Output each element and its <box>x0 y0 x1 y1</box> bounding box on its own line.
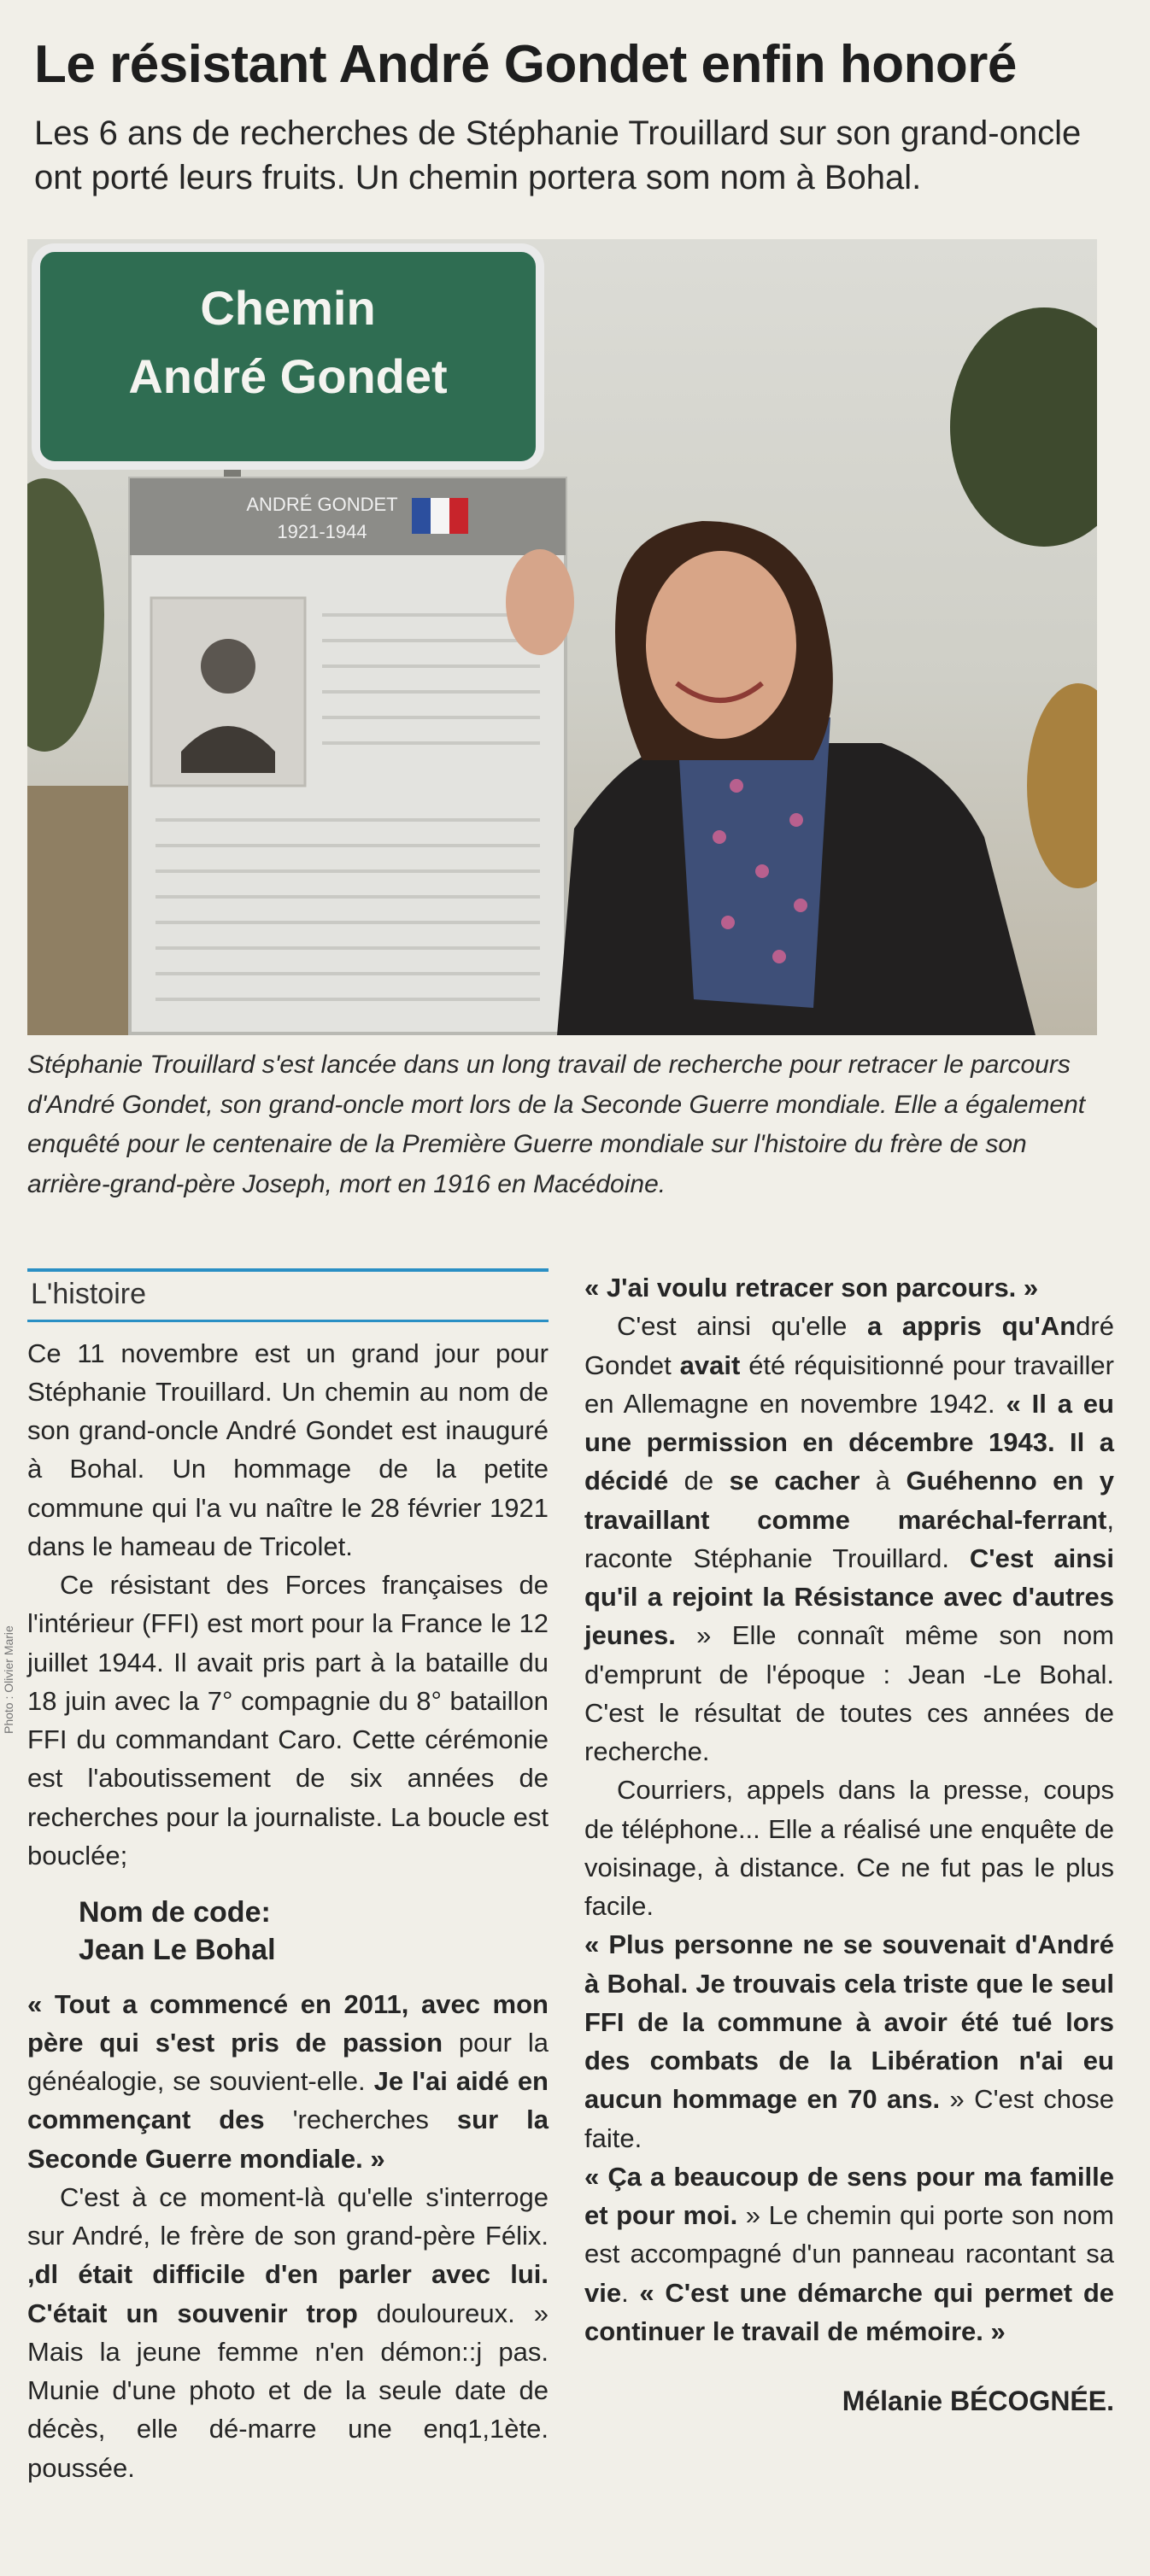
p8-d: . <box>621 2277 640 2308</box>
article-photo <box>27 239 1097 1035</box>
p5-k: , raconte Stéphanie Trouillard. <box>584 1504 1114 1573</box>
p5-e: été réquisitionné pour travailler en Allemagne en novembre 1942. <box>584 1349 1114 1419</box>
sign-line1: Chemin <box>200 281 376 335</box>
quote-text-2: 'recherches <box>264 2105 457 2135</box>
subheading-line1: Nom de code: <box>79 1896 271 1929</box>
p8-b: » Le chemin qui porte son nom est accompagné d'un panneau racontant sa <box>584 2200 1114 2269</box>
p7-b: » C'est chose faite. <box>584 2084 1114 2153</box>
p4-text-a: C'est à ce moment-là qu'elle s'interroge sur André, le frère de son grand-père Félix. <box>27 2181 549 2251</box>
headline: Le résistant André Gondet enfin honoré <box>34 35 1017 94</box>
author-signature: Mélanie BÉCOGNÉE. <box>842 2386 1114 2416</box>
rubric-box <box>27 1268 549 1322</box>
quote-bold-2: Je l'ai aidé en commençant des <box>27 2066 549 2135</box>
plaque-name: ANDRÉ GONDET <box>246 494 398 515</box>
subheading <box>79 1894 549 1969</box>
p4-text-c: douloureux. » Mais la jeune femme n'en démon::j pas. Munie d'une photo et de la seule date de décès, elle dé-marre une enq1,1ète. poussée. <box>27 2298 549 2483</box>
paragraph-6: Courriers, appels dans la presse, coups de téléphone... Elle a réalisé une enquête de voisinage, à distance. Ce ne fut pas le plus facile. <box>584 1775 1114 1921</box>
paragraph-2: Ce résistant des Forces françaises de l'intérieur (FFI) est mort pour la France le 12 juillet 1944. Il avait pris part à la bataille du 18 juin avec la 7° compagnie du 8° bataillon FFI du commandant Caro. Cette cérémonie est l'aboutissement de six années de recherches pour la journaliste. La boucle est bouclée; <box>27 1570 549 1871</box>
p8-c: vie <box>584 2277 622 2308</box>
quote-text-1: pour la généalogie, se souvient-elle. <box>27 2027 549 2096</box>
p8-a: « Ça a beaucoup de sens pour ma famille et pour moi. <box>584 2161 1114 2230</box>
column-right <box>584 1268 1114 2421</box>
paragraph-8 <box>584 2157 1114 2351</box>
subheading-line2: Jean Le Bohal <box>79 1934 276 1967</box>
paragraph-7 <box>584 1925 1114 2157</box>
p4-bold-d: « J'ai voulu retracer son parcours. » <box>584 1273 1039 1303</box>
paragraph-4 <box>27 2178 549 2487</box>
plaque-dates: 1921-1944 <box>277 521 367 542</box>
p5-b: a appris qu'An <box>867 1311 1077 1342</box>
photo-credit: Photo : Olivier Marie <box>2 1625 15 1734</box>
paragraph-4-cont <box>584 1268 1114 1307</box>
sign-line2: André Gondet <box>128 349 448 403</box>
p5-j: Guéhenno en y travaillant comme maréchal-ferrant <box>584 1466 1114 1535</box>
p5-i: à <box>860 1466 907 1496</box>
p5-m: » Elle connaît même son nom d'emprunt de l'époque : Jean -Le Bohal. C'est le résultat de toutes ces années de recherche. <box>584 1620 1114 1766</box>
p5-c: dré Gondet <box>584 1311 1114 1380</box>
quote-bold-3: sur la Seconde Guerre mondiale. » <box>27 2105 549 2174</box>
rubric-label: L'histoire <box>31 1278 147 1310</box>
p5-l: C'est ainsi qu'il a rejoint la Résistance avec d'autres jeunes. <box>584 1543 1114 1651</box>
p7-a: « Plus personne ne se souvenait d'André à Bohal. Je trouvais cela triste que le seul FFI de la commune à avoir été tué lors des combats de la Libération n'ai eu aucun hommage en 70 ans. <box>584 1929 1114 2115</box>
paragraph-3 <box>27 1985 549 2178</box>
photo-illustration <box>27 239 1097 1035</box>
p5-h: se cacher <box>729 1466 860 1496</box>
column-left <box>27 1268 549 2487</box>
p5-f: « Il a eu une permission en décembre 1943. Il a décidé <box>584 1388 1114 1496</box>
p8-e: « C'est une démarche qui permet de continuer le travail de mémoire. » <box>584 2277 1114 2346</box>
p5-a: C'est ainsi qu'elle <box>617 1311 868 1342</box>
photo-caption: Stéphanie Trouillard s'est lancée dans un long travail de recherche pour retracer le parcours d'André Gondet, son grand-oncle mort lors de la Seconde Guerre mondiale. Elle a également enquêté pour le centenaire de la Première Guerre mondiale sur l'histoire du frère de son arrière-grand-père Joseph, mort en 1916 en Macédoine. <box>27 1051 1086 1198</box>
deck: Les 6 ans de recherches de Stéphanie Trouillard sur son grand-oncle ont porté leurs fruits. Un chemin portera som nom à Bohal. <box>34 114 1082 196</box>
paragraph-1: Ce 11 novembre est un grand jour pour Stéphanie Trouillard. Un chemin au nom de son grand-oncle André Gondet est inauguré à Bohal. Un hommage de la petite commune qui l'a vu naître le 28 février 1921 dans le hameau de Tricolet. <box>27 1338 549 1561</box>
p4-bold-b: ,dl était difficile d'en parler avec lui. C'était un souvenir trop <box>27 2259 549 2328</box>
p5-d: avait <box>679 1349 741 1380</box>
quote-bold-1: « Tout a commencé en 2011, avec mon père qui s'est pris de passion <box>27 1988 549 2058</box>
p5-g: de <box>668 1466 730 1496</box>
paragraph-5 <box>584 1307 1114 1771</box>
